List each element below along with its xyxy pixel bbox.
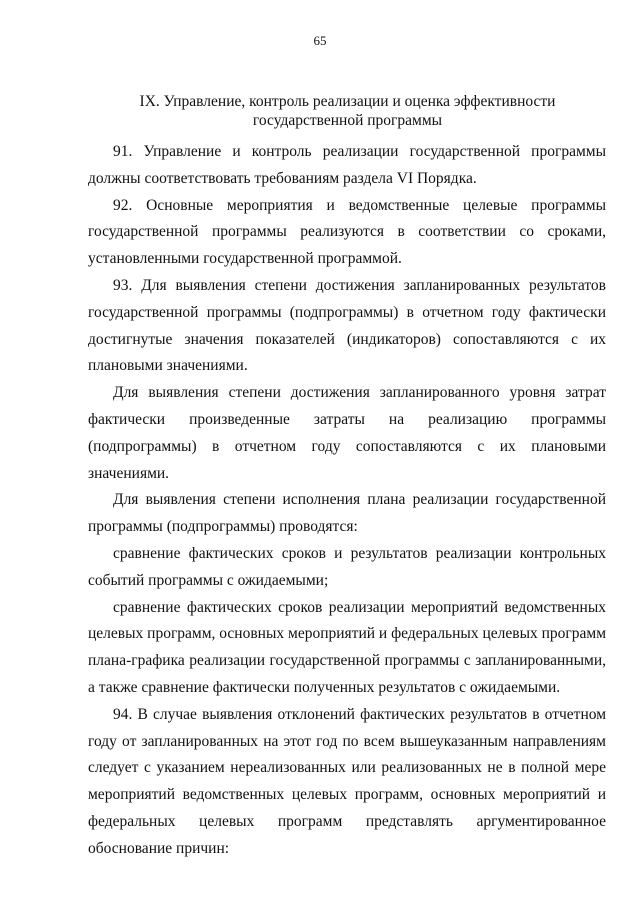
paragraph-91: 91. Управление и контроль реализации государственной программы должны соответствовать требованиям раздела VI Порядка. [88,143,606,187]
page-number: 65 [313,33,327,48]
paragraph-costs: Для выявления степени достижения запланированного уровня затрат фактически произведенные затраты на реализацию программы (подпрограммы) в отчетном году сопоставляются с их плановыми значениями. [88,384,606,482]
section-heading-line-1: IX. Управление, контроль реализации и оценка эффективности [139,93,556,110]
paragraph-93: 93. Для выявления степени достижения запланированных результатов государственной программы (подпрограммы) в отчетном году фактически достигнутые значения показателей (индикаторов) сопоставляются с их плановыми значениями. [88,276,606,375]
paragraph-measures-comparison: сравнение фактических сроков реализации мероприятий ведомственных целевых программ, основных мероприятий и федеральных целевых программ плана-графика реализации государственной программы с запланированными, а также сравнение фактически полученных результатов с ожидаемыми. [88,598,607,696]
section-heading-line-2: государственной программы [252,112,443,129]
paragraph-control-events: сравнение фактических сроков и результатов реализации контрольных событий программы с ожидаемыми; [88,544,606,589]
document-body [88,139,606,863]
paragraph-92: 92. Основные мероприятия и ведомственные целевые программы государственной программы реализуются в соответствии со сроками, установленными государственной программой. [88,196,606,268]
section-heading [90,92,605,130]
paragraph-plan-execution: Для выявления степени исполнения плана реализации государственной программы (подпрограммы) проводятся: [88,491,606,536]
paragraph-94: 94. В случае выявления отклонений фактических результатов в отчетном году от запланированных на этот год по всем вышеуказанным направлениям следует с указанием нереализованных или реализованных не в полной мере мероприятий ведомственных целевых программ, основных мероприятий и федеральных целевых программ представлять аргументированное обоснование причин: [88,705,606,857]
